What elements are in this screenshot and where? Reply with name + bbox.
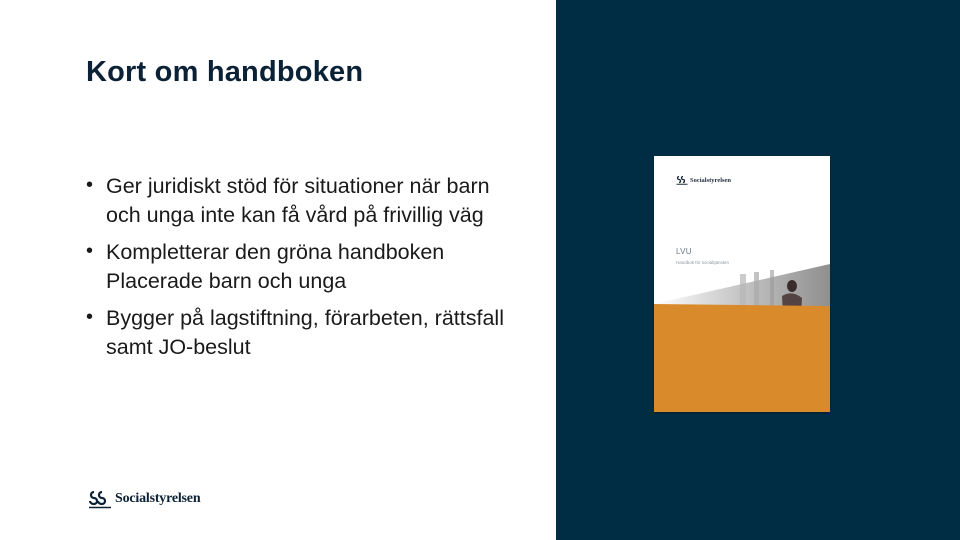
cover-logo <box>676 175 731 185</box>
bullet-list <box>86 172 526 370</box>
bullet-item: • Kompletterar den gröna handboken Placerade barn och unga <box>86 238 526 296</box>
footer-logo <box>88 489 200 509</box>
cover-logo-text: Socialstyrelsen <box>690 176 732 184</box>
footer-logo-text: Socialstyrelsen <box>115 491 201 506</box>
cover-title: LVU <box>676 247 692 256</box>
socialstyrelsen-emblem-icon <box>676 175 688 185</box>
slide-title: Kort om handboken <box>86 56 364 88</box>
socialstyrelsen-emblem-icon <box>88 489 112 509</box>
bullet-item: • Ger juridiskt stöd för situationer när barn och unga inte kan få vård på frivillig väg <box>86 172 526 230</box>
book-cover-image <box>654 156 830 412</box>
bullet-item: • Bygger på lagstiftning, förarbeten, rättsfall samt JO-beslut <box>86 304 526 362</box>
cover-subtitle: Handbok för socialtjänsten <box>676 260 730 265</box>
cover-artwork <box>654 156 830 412</box>
